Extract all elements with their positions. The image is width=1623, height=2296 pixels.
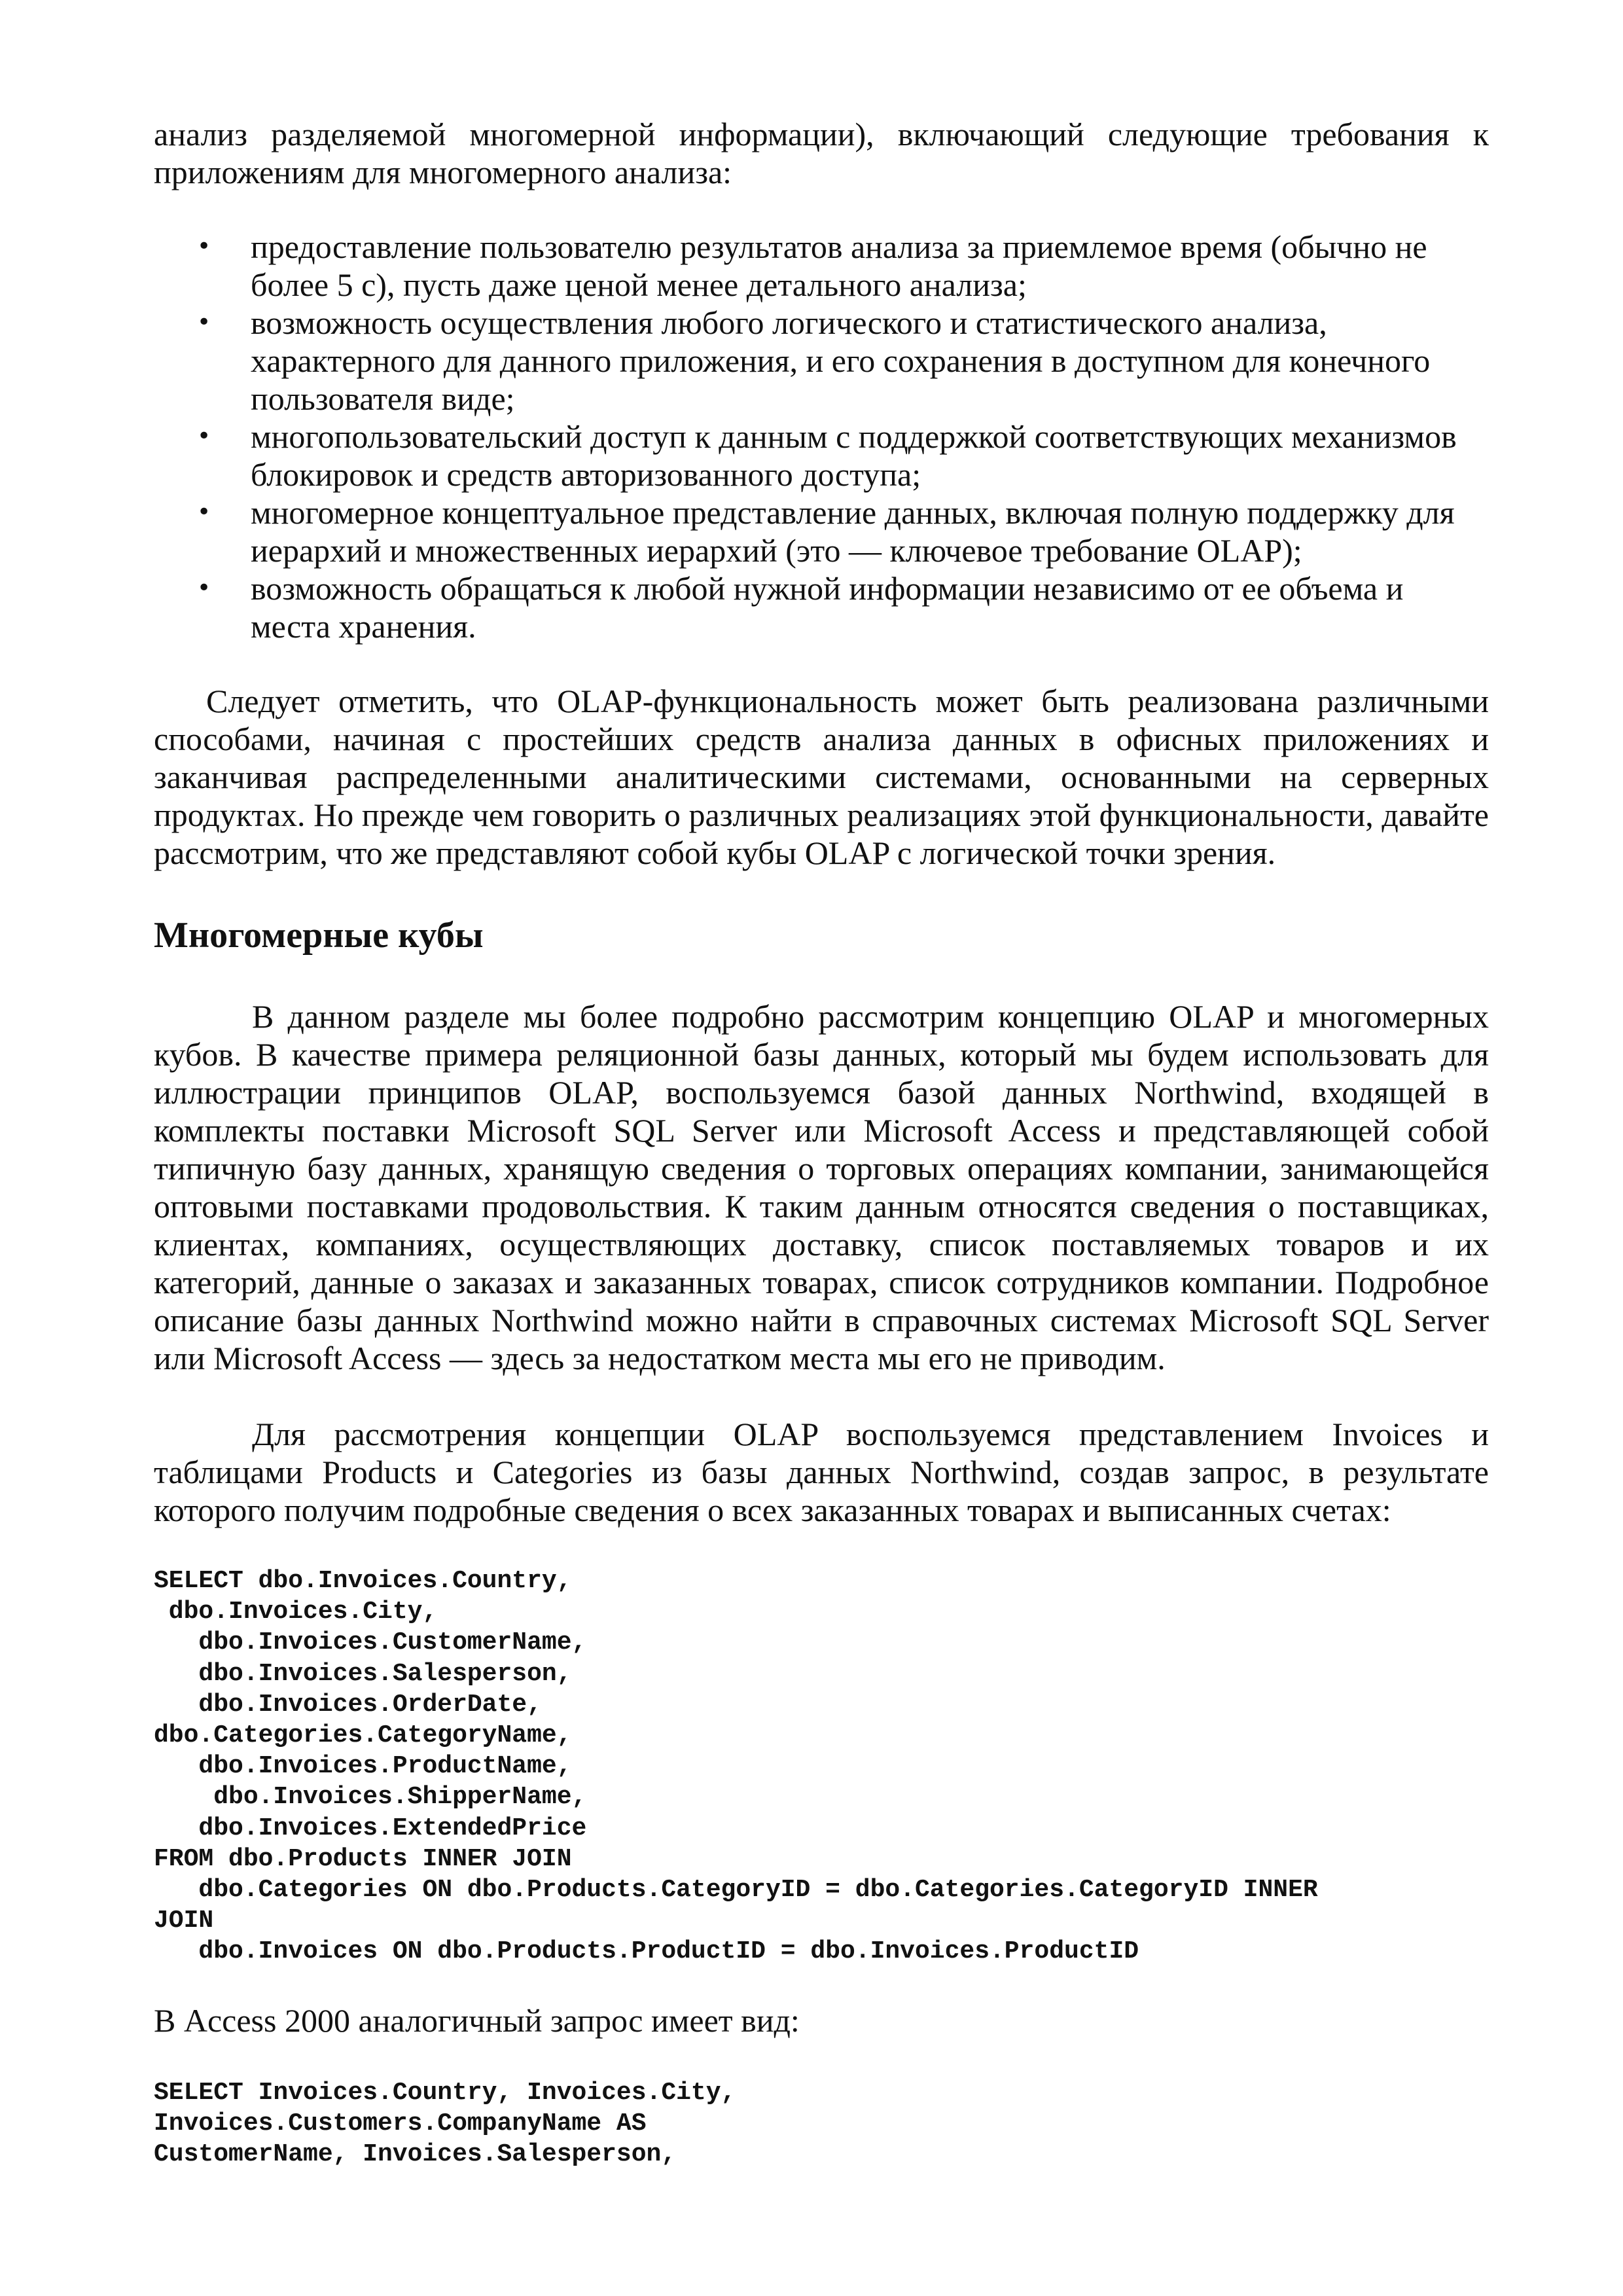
list-item-text: многомерное концептуальное представление данных, включая полную поддержку для иерархий и множественных иерархий (это — ключевое требование OLAP);	[251, 494, 1455, 569]
sql-query-access: SELECT Invoices.Country, Invoices.City, Invoices.Customers.CompanyName AS CustomerName, Invoices.Salesperson,	[154, 2078, 736, 2169]
list-item-text: возможность осуществления любого логического и статистического анализа, характерного для данного приложения, и его сохранения в доступном для конечного пользователя виде;	[251, 304, 1431, 417]
intro-paragraph: анализ разделяемой многомерной информации), включающий следующие требования к приложениям для многомерного анализа:	[154, 116, 1489, 190]
access-intro: В Access 2000 аналогичный запрос имеет вид:	[154, 2001, 800, 2039]
section-heading: Многомерные кубы	[154, 915, 484, 956]
list-item-text: многопользовательский доступ к данным с поддержкой соответствующих механизмов блокировок и средств авторизованного доступа;	[251, 418, 1457, 493]
bullet-icon: •	[197, 499, 211, 526]
bullet-icon: •	[197, 575, 211, 601]
list-item	[197, 569, 1489, 645]
bullet-icon: •	[197, 233, 211, 260]
sql-query-sqlserver: SELECT dbo.Invoices.Country, dbo.Invoices.City, dbo.Invoices.CustomerName, dbo.Invoices.Salesperson, dbo.Invoices.OrderDate, dbo.Categories.CategoryName, dbo.Invoices.ProductName, dbo.Invoices.ShipperName, dbo.Invoices.ExtendedPrice FROM dbo.Products INNER JOIN dbo.Categories ON dbo.Products.CategoryID = dbo.Categories.CategoryID INNER JOIN dbo.Invoices ON dbo.Products.ProductID = dbo.Invoices.ProductID	[154, 1567, 1318, 1966]
requirements-list	[154, 228, 1489, 645]
section-paragraph-northwind: В данном разделе мы более подробно рассмотрим концепцию OLAP и многомерных кубов. В качестве примера реляционной базы данных, который мы будем использовать для иллюстрации принципов OLAP, воспользуемся базой данных Northwind, входящей в комплекты поставки Microsoft SQL Server или Microsoft Access и представляющей собой типичную базу данных, хранящую сведения о торговых операциях компании, занимающейся оптовыми поставками продовольствия. К таким данным относятся сведения о поставщиках, клиентах, компаниях, осуществляющих доставку, список поставляемых товаров и их категорий, данные о заказах и заказанных товарах, список сотрудников компании. Подробное описание базы данных Northwind можно найти в справочных системах Microsoft SQL Server или Microsoft Access — здесь за недостатком места мы его не приводим.	[154, 998, 1489, 1376]
list-item-text: возможность обращаться к любой нужной информации независимо от ее объема и места хранения.	[251, 570, 1404, 645]
list-item	[197, 228, 1489, 304]
bullet-icon: •	[197, 309, 211, 336]
list-item-text: предоставление пользователю результатов анализа за приемлемое время (обычно не более 5 с), пусть даже ценой менее детального анализа;	[251, 228, 1427, 303]
section-paragraph-invoices: Для рассмотрения концепции OLAP воспользуемся представлением Invoices и таблицами Products и Categories из базы данных Northwind, создав запрос, в результате которого получим подробные сведения о всех заказанных товарах и выписанных счетах:	[154, 1416, 1489, 1528]
list-item	[197, 418, 1489, 493]
olap-paragraph: Следует отметить, что OLAP-функциональность может быть реализована различными способами, начиная с простейших средств анализа данных в офисных приложениях и заканчивая распределенными аналитическими системами, основанными на серверных продуктах. Но прежде чем говорить о различных реализациях этой функциональности, давайте рассмотрим, что же представляют собой кубы OLAP с логической точки зрения.	[154, 683, 1489, 871]
bullet-icon: •	[197, 423, 211, 450]
list-item	[197, 304, 1489, 418]
list-item	[197, 493, 1489, 569]
